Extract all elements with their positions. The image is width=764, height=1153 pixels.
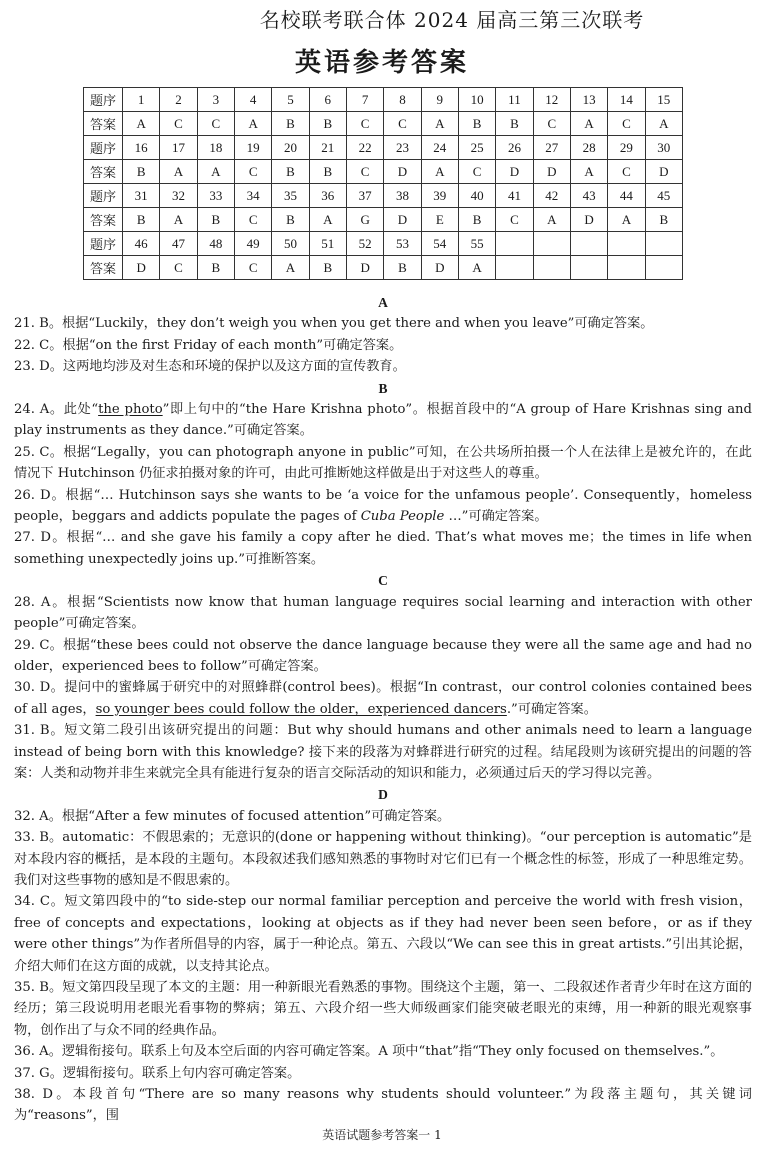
answer-cell: B [645,208,682,232]
answer-cell: D [346,256,383,280]
answer-cell: E [421,208,458,232]
question-cell: 17 [160,136,197,160]
answer-cell: D [123,256,160,280]
question-cell: 8 [384,88,421,112]
answer-cell: C [234,256,271,280]
explanation-28: 28. A。根据“Scientists now know that human language requires social learning and interaction with other people”可确定答案。 [14,594,752,632]
answer-cell: C [197,112,234,136]
question-cell: 3 [197,88,234,112]
question-cell: 54 [421,232,458,256]
answer-cell: A [197,160,234,184]
answer-cell: C [234,208,271,232]
answer-cell: C [346,112,383,136]
answer-cell: B [272,160,309,184]
explanation-36: 36. A。逻辑衔接句。联系上句及本空后面的内容可确定答案。A 项中“that”指“They only focused on themselves.”。 [14,1044,724,1060]
answer-cell: G [346,208,383,232]
answer-cell: A [421,160,458,184]
explanation-24 [14,399,752,442]
question-cell: 20 [272,136,309,160]
answer-row [84,160,683,184]
explanation-32: 32. A。根据“After a few minutes of focused attention”可确定答案。 [14,808,451,824]
question-cell: 16 [123,136,160,160]
explanation-33: 33. B。automatic：不假思索的；无意识的(done or happening without thinking)。“our perception is automatic”是对本段内容的概括，是本段的主题句。本段叙述我们感知熟悉的事物时对它们已有一个概念性的标签，形成了一种思维定势。我们对这些事物的感知是不假思索的。 [14,830,752,888]
answer-cell: B [309,112,346,136]
answer-row-label: 答案 [84,208,123,232]
question-row [84,184,683,208]
question-cell [496,232,533,256]
answer-row-label: 答案 [84,160,123,184]
section-heading-d: D [378,787,388,803]
answer-row [84,208,683,232]
question-cell: 36 [309,184,346,208]
answer-row [84,256,683,280]
answer-cell: D [645,160,682,184]
question-cell: 48 [197,232,234,256]
question-cell: 19 [234,136,271,160]
answer-cell: C [608,112,645,136]
question-cell: 7 [346,88,383,112]
question-cell: 30 [645,136,682,160]
answer-cell: B [309,256,346,280]
explanation-21: 21. B。根据“Luckily，they don’t weigh you when you get there and when you leave”可确定答案。 [14,316,654,332]
question-cell: 14 [608,88,645,112]
question-cell: 26 [496,136,533,160]
explanation-27: 27. D。根据“… and she gave his family a copy after he died. That’s what moves me；the times in life when something unexpectedly joins up.”可推断答案。 [14,530,752,567]
answer-row-label: 答案 [84,112,123,136]
explanation-31: 31. B。短文第二段引出该研究提出的问题：But why should humans and other animals need to learn a language instead of being born with this knowledge? 接下来的段落为对蜂群进行研究的过程。结尾段则为该研究提出的问题的答案：人类和动物并非生来就完全具有能进行复杂的语言交际活动的知识和能力，必须通过后天的学习得以完善。 [14,723,752,781]
answer-cell: B [309,160,346,184]
explanation-30-part1: 30. D。提问中的蜜蜂属于研究中的对照蜂群(control bees)。根据“In contrast，our control colonies contained bees of all ages， [14,680,752,717]
exam-title: 名校联考联合体 2024 届高三第三次联考 [259,8,645,32]
question-cell [645,232,682,256]
answer-row [84,112,683,136]
explanation-26-italic: Cuba People [360,509,445,525]
answer-cell: C [234,160,271,184]
question-row [84,88,683,112]
question-cell: 44 [608,184,645,208]
page-footer: 英语试题参考答案一 1 [322,1128,442,1142]
question-cell: 28 [570,136,607,160]
question-cell: 55 [458,232,495,256]
question-cell: 12 [533,88,570,112]
answer-cell: B [496,112,533,136]
question-cell: 27 [533,136,570,160]
answer-cell: B [197,256,234,280]
explanation-30-underlined: so younger bees could follow the older，experienced dancers [95,701,507,717]
answer-cell: D [496,160,533,184]
answer-cell: C [160,256,197,280]
answer-cell: A [570,112,607,136]
explanation-24-part1: 24. A。此处“ [14,402,99,418]
question-cell: 15 [645,88,682,112]
question-cell: 40 [458,184,495,208]
question-cell: 21 [309,136,346,160]
question-cell: 34 [234,184,271,208]
explanation-26-part1: 26. D。根据“… Hutchinson says she wants to be ‘a voice for the unfamous people’. Consequently，homeless people，beggars and addicts populate the pages of [14,487,752,525]
question-cell: 18 [197,136,234,160]
explanation-25: 25. C。根据“Legally，you can photograph anyone in public”可知，在公共场所拍摄一个人在法律上是被允许的，在此情况下 Hutchinson 仍征求拍摄对象的许可，由此可推断她这样做是出于对这些人的尊重。 [14,444,752,482]
question-cell [570,232,607,256]
answer-cell: B [384,256,421,280]
section-heading-a: A [378,295,388,310]
question-row-label: 题序 [84,232,123,256]
question-cell: 49 [234,232,271,256]
question-row [84,136,683,160]
answer-cell: A [645,112,682,136]
explanations [14,292,752,1127]
answer-cell: D [533,160,570,184]
question-cell: 47 [160,232,197,256]
answer-cell: B [123,160,160,184]
explanation-34: 34. C。短文第四段中的“to side-step our normal familiar perception and perceive the world with fresh vision，free of concepts and expectations，looking at objects as if they had never been seen before，or as if they were other things”为作者所倡导的内容，属于一种论点。第五、六段以“We can see this in great artists.”引出其论据，介绍大师们在这方面的成就，以支持其论点。 [14,894,752,974]
answer-row-label: 答案 [84,256,123,280]
explanation-24-underlined: the photo [98,402,163,418]
answer-cell [645,256,682,280]
explanation-29: 29. C。根据“these bees could not observe the dance language because they were all the same age and had no older，experienced bees to follow”可确定答案。 [14,637,752,674]
answer-cell: C [160,112,197,136]
question-cell: 37 [346,184,383,208]
explanation-30 [14,677,752,720]
answer-cell: C [458,160,495,184]
question-row-label: 题序 [84,88,123,112]
answer-cell: B [123,208,160,232]
explanation-30-part2: .”可确定答案。 [506,701,597,717]
answer-cell: C [346,160,383,184]
question-cell: 45 [645,184,682,208]
answer-cell: A [309,208,346,232]
answer-cell: A [421,112,458,136]
answer-cell: A [123,112,160,136]
answer-cell: A [533,208,570,232]
question-cell: 9 [421,88,458,112]
question-cell: 2 [160,88,197,112]
answer-cell: B [197,208,234,232]
answer-cell: A [570,160,607,184]
answer-cell: C [608,160,645,184]
answer-cell: A [160,160,197,184]
answer-cell: C [533,112,570,136]
answer-cell: B [272,112,309,136]
section-heading-b: B [378,380,388,396]
question-row-label: 题序 [84,184,123,208]
question-cell: 42 [533,184,570,208]
answer-cell: B [272,208,309,232]
answer-cell: A [608,208,645,232]
answer-cell: D [421,256,458,280]
explanation-24-part2: ”即上句中的“the Hare Krishna photo”。根据首段中的“A group of Hare Krishnas sing and play instruments as they dance.”可确定答案。 [14,402,752,439]
question-cell: 6 [309,88,346,112]
question-cell: 22 [346,136,383,160]
question-cell [608,232,645,256]
answer-cell [570,256,607,280]
question-cell: 41 [496,184,533,208]
question-cell: 33 [197,184,234,208]
explanation-26-part2: …”可确定答案。 [444,509,548,525]
question-cell: 25 [458,136,495,160]
question-cell: 52 [346,232,383,256]
answer-cell: B [458,112,495,136]
answer-cell: A [458,256,495,280]
explanation-22: 22. C。根据“on the first Friday of each month”可确定答案。 [14,337,403,353]
question-cell: 53 [384,232,421,256]
question-cell: 35 [272,184,309,208]
question-cell: 29 [608,136,645,160]
question-row-label: 题序 [84,136,123,160]
answer-cell: A [234,112,271,136]
explanation-23: 23. D。这两地均涉及对生态和环境的保护以及这方面的宣传教育。 [14,359,406,375]
question-cell: 1 [123,88,160,112]
answer-cell: A [160,208,197,232]
question-cell: 24 [421,136,458,160]
question-cell: 4 [234,88,271,112]
question-cell: 13 [570,88,607,112]
answer-cell: D [384,160,421,184]
question-cell: 31 [123,184,160,208]
page-title: 英语参考答案 [294,48,469,78]
answer-cell: C [384,112,421,136]
question-cell: 11 [496,88,533,112]
question-cell: 51 [309,232,346,256]
answer-cell [608,256,645,280]
explanation-26 [14,485,752,528]
question-cell: 46 [123,232,160,256]
question-cell: 39 [421,184,458,208]
answer-cell: B [458,208,495,232]
section-heading-c: C [378,573,388,589]
question-row [84,232,683,256]
explanation-38: 38. D。本段首句“There are so many reasons why students should volunteer.”为段落主题句，其关键词为“reasons”，围 [14,1087,752,1124]
explanation-37: 37. G。逻辑衔接句。联系上句内容可确定答案。 [14,1065,301,1081]
answer-cell: A [272,256,309,280]
explanation-35: 35. B。短文第四段呈现了本文的主题：用一种新眼光看熟悉的事物。围绕这个主题，第一、二段叙述作者青少年时在这方面的经历；第三段说明用老眼光看事物的弊病；第五、六段介绍一些大师级画家们能突破老眼光的束缚，用一种新的眼光观察事物，创作出了与众不同的经典作品。 [14,980,752,1038]
question-cell: 43 [570,184,607,208]
question-cell: 50 [272,232,309,256]
answer-cell: C [496,208,533,232]
answer-cell: D [570,208,607,232]
question-cell: 23 [384,136,421,160]
answer-table [83,87,683,280]
question-cell: 5 [272,88,309,112]
question-cell: 32 [160,184,197,208]
answer-cell: D [384,208,421,232]
answer-cell [533,256,570,280]
answer-cell [496,256,533,280]
question-cell: 10 [458,88,495,112]
question-cell [533,232,570,256]
question-cell: 38 [384,184,421,208]
